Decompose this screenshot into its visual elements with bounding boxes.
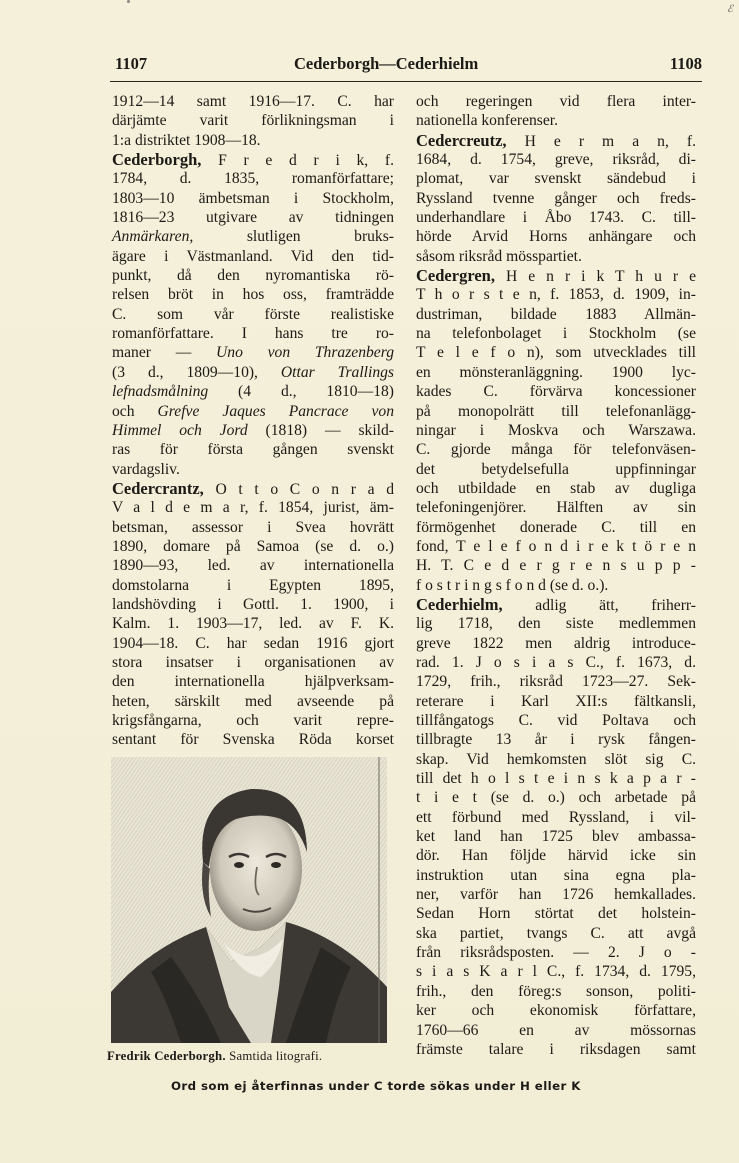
text-run: H e n r i k T h u r e [494,268,696,286]
text-line: på monopolrätt till telefonanlägg- [416,402,696,420]
text-run: slutligen bruks- [193,228,394,246]
text-line: ägare i Västmanland. Vid den tid- [112,247,394,265]
text-line: tillfångatogs C. vid Poltava och [416,712,696,729]
italic-title: Ottar Trallings [280,363,395,381]
text-line: T h o r s t e n, f. 1853, d. 1909, in- [416,286,696,304]
text-run: maner — [112,344,217,362]
text-line [112,382,394,401]
text-line [112,479,394,498]
text-line: na telefonbolaget i Stockholm (se [416,325,696,343]
italic-title: lefnadsmålning [112,383,209,401]
text-line: och utbildade en stab av dugliga [416,479,696,497]
text-line [112,363,394,382]
speck [127,0,130,3]
text-line: krigsfångarna, och varit repre- [112,712,394,729]
text-line: dustriman, bildade 1883 Allmän- [416,305,696,323]
text-line: 1760—66 en av mössornas [416,1021,696,1039]
text-line: hörde Arvid Horns anhängare och [416,228,696,246]
entry-headword: Cedercrantz, [112,478,204,498]
text-line: Sedan Horn störtat det holstein- [416,905,696,923]
page-number-left: 1107 [115,54,148,73]
text-line: 1912—14 samt 1916—17. C. har [112,93,394,110]
text-line: ningar i Moskva och Warszawa. [416,421,696,439]
text-line [112,421,394,440]
running-header [112,52,702,78]
text-line: ner, varför han 1726 hemkallades. [416,886,696,904]
text-line [416,266,696,285]
entry-headword: Cedercreutz, [416,130,507,150]
text-line [112,402,394,421]
text-line: betsman, assessor i Svea hovrätt [112,518,394,536]
text-line: därjämte varit förlikningsman i [112,112,394,130]
text-line: ska partiet, tvangs C. att avgå [416,924,696,942]
portrait-caption [107,1049,397,1064]
text-line: reterare i Karl XII:s fältkansli, [416,692,696,710]
text-run: O t t o C o n r a d [203,480,394,498]
entry-headword: Cederhielm, [416,594,503,614]
text-line: tillbragte 13 år i rysk fången- [416,731,696,749]
text-line: V a l d e m a r, f. 1854, jurist, äm- [112,499,394,517]
text-line: plomat, var svenskt sändebud i [416,170,696,188]
text-line: och regeringen vid flera inter- [416,93,696,110]
text-line [416,595,696,614]
entry-headword: Cedergren, [416,266,495,286]
text-line: främste talare i riksdagen samt [416,1040,696,1058]
text-line: 1890—93, led. av internationella [112,557,394,575]
text-line: en mönsteranläggning. 1900 lyc- [416,363,696,381]
right-column [416,92,696,1059]
text-line: telefoningenjörer. Hälften av sin [416,499,696,517]
text-run: (1818) — skild- [247,421,394,439]
portrait-image [111,757,387,1043]
text-line: 1729, frih., riksråd 1723—27. Sek- [416,673,696,691]
text-line: punkt, då den nyromantiska rö- [112,267,394,285]
text-line: 1784, d. 1835, romanförfattare; [112,170,394,188]
text-line: C. gjorde många för telefonväsen- [416,441,696,459]
text-line: fond, T e l e f o n d i r e k t ö r e n [416,537,696,555]
text-line: domstolarna i Egypten 1895, [112,576,394,594]
text-line: dör. Han följde härvid icke sin [416,847,696,865]
text-line: frih., den föreg:s sonson, politi- [416,982,696,1000]
text-run: H e r m a n, f. [506,132,696,150]
text-line: sentant för Svenska Röda korset [112,731,394,749]
text-line [112,150,394,169]
text-line: 1:a distriktet 1908—18. [112,131,261,149]
text-line: 1684, d. 1754, greve, riksråd, di- [416,151,696,169]
text-line: lig 1718, den siste medlemmen [416,615,696,633]
text-line: greve 1822 men aldrig introduce- [416,634,696,652]
text-line: C. som vår förste realistiske [112,305,394,323]
italic-title: Anmärkaren, [112,228,194,246]
text-line: det betydelsefulla uppfinningar [416,460,696,478]
text-run: (4 d., 1810—18) [208,383,394,401]
text-line: från riksrådsposten. — 2. J o - [416,944,696,962]
text-line: 1803—10 ämbetsman i Stockholm, [112,189,394,207]
text-line: 1904—18. C. har sedan 1916 gjort [112,634,394,652]
text-line: ket land han 1725 blev ambassa- [416,828,696,846]
text-run: adlig ätt, friherr- [502,596,696,614]
italic-title: Grefve Jaques Pancrace von [157,402,394,420]
text-line [112,343,394,362]
text-line: T e l e f o n), som utvecklades till [416,344,696,362]
corner-mark: ℰ [726,4,733,15]
text-run: (3 d., 1809—10), [112,363,281,381]
italic-title: Uno von Thrazenberg [216,344,394,362]
running-title: Cederborgh—Cederhielm [294,54,479,73]
text-line: 1816—23 utgivare av tidningen [112,209,394,227]
left-column [112,92,394,750]
italic-title: Himmel och Jord [112,421,248,439]
footer-note: Ord som ej återfinnas under C torde sökas under H eller K [171,1079,581,1093]
text-line: ras för första gången svenskt [112,441,394,459]
text-line: 1890, domare på Samoa (se d. o.) [112,537,394,555]
header-rule [110,81,702,82]
text-run: och [112,402,158,420]
text-line: s i a s K a r l C., f. 1734, d. 1795, [416,963,696,981]
text-line: heten, särskilt med avseende på [112,692,394,710]
text-line: nationella konferenser. [416,112,559,130]
text-line: förmögenhet donerade C. till en [416,518,696,536]
text-line: landshövding i Gottl. 1. 1900, i [112,595,394,613]
text-line [112,227,394,246]
text-line: rad. 1. J o s i a s C., f. 1673, d. [416,653,696,671]
text-line: Ryssland tvenne gånger och freds- [416,189,696,207]
text-line: romanförfattare. I hans tre ro- [112,325,394,343]
text-line: vardagsliv. [112,460,180,478]
text-line: relsen bröt in hos oss, framträdde [112,286,394,304]
page-number-right: 1108 [669,54,702,73]
text-line: ker och ekonomisk författare, [416,1002,696,1020]
text-line: f o s t r i n g s f o n d (se d. o.). [416,576,609,594]
text-run: F r e d r i k, f. [201,152,394,170]
text-line: instruktion utan sina egna pla- [416,866,696,884]
text-line: kades C. förvärva koncessioner [416,383,696,401]
portrait-lithograph [111,757,387,1043]
text-line: H. T. C e d e r g r e n s u p p - [416,557,696,575]
text-line [416,131,696,150]
text-line: den internationella hjälpverksam- [112,673,394,691]
text-line: stora insatser i organisationen av [112,653,394,671]
caption-text: Samtida litografi. [225,1049,323,1063]
caption-name: Fredrik Cederborgh. [107,1049,226,1063]
text-line: Kalm. 1. 1903—17, led. av F. K. [112,615,394,633]
text-line: skap. Vid hemkomsten slöt sig C. [416,750,696,768]
text-line: till det h o l s t e i n s k a p a r - [416,770,696,788]
text-line: underhandlare i Åbo 1743. C. till- [416,209,696,227]
text-line: t i e t (se d. o.) och arbetade på [416,789,696,807]
text-line: såsom riksråd mösspartiet. [416,247,582,265]
text-line: ett förbund med Ryssland, i vil- [416,808,696,826]
entry-headword: Cederborgh, [112,150,202,170]
